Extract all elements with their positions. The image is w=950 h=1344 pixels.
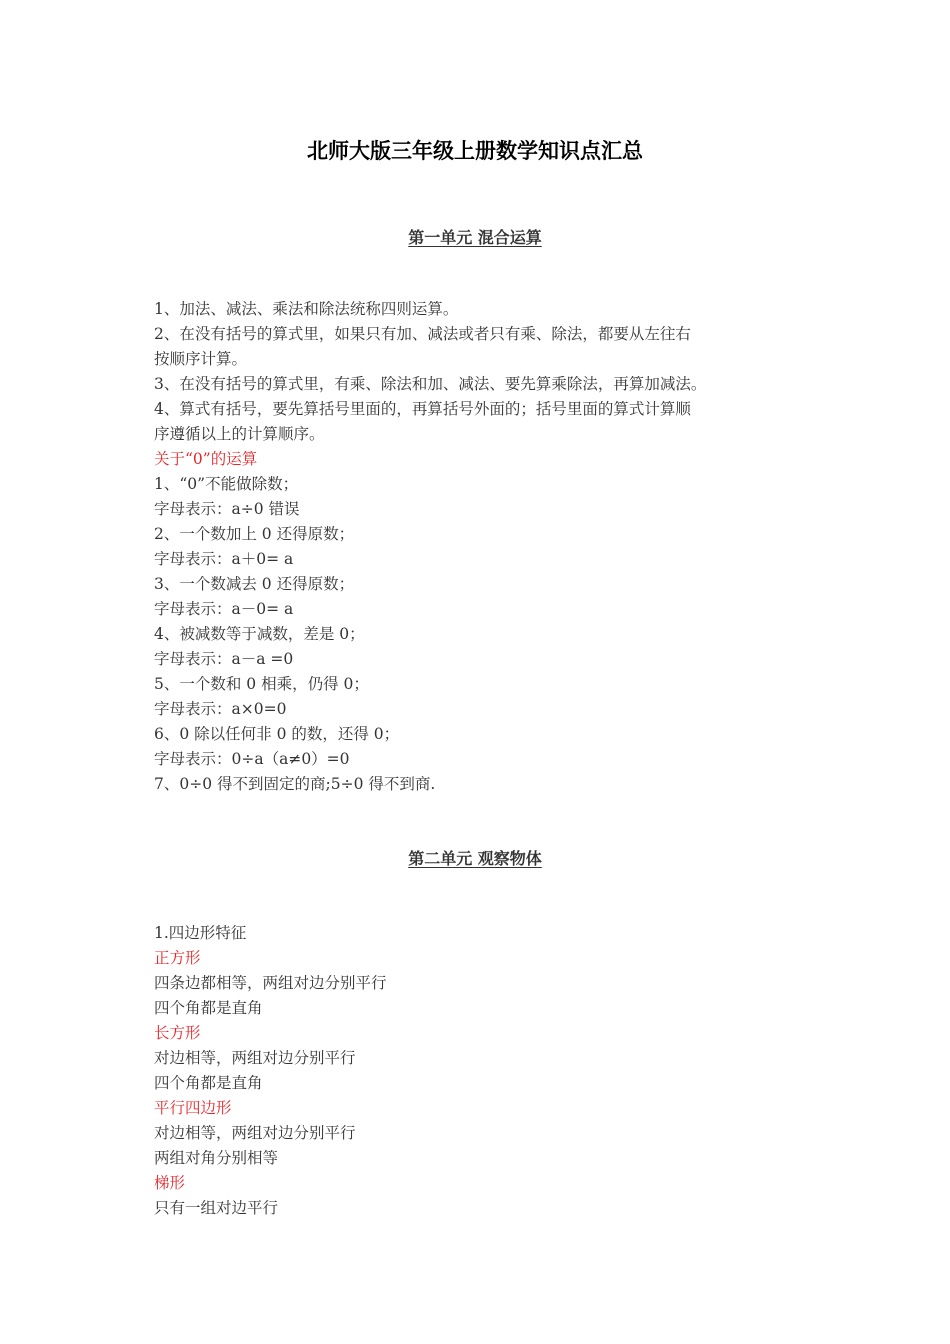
unit-1-line: 按顺序计算。 xyxy=(154,350,248,368)
shape-name-square: 正方形 xyxy=(154,949,201,967)
shape-property: 两组对角分别相等 xyxy=(154,1149,279,1167)
shape-property: 四个角都是直角 xyxy=(154,1074,263,1092)
zero-operation-heading: 关于“0”的运算 xyxy=(154,450,258,468)
zero-rule-line: 字母表示：0÷a（a≠0）=0 xyxy=(154,750,350,768)
unit-2-content xyxy=(154,921,804,1221)
zero-rule-line: 字母表示：a÷0 错误 xyxy=(154,500,300,518)
shape-name-parallelogram: 平行四边形 xyxy=(154,1099,232,1117)
zero-rule-line: 字母表示：a×0=0 xyxy=(154,700,287,718)
unit-1-heading-text: 第一单元 混合运算 xyxy=(408,228,542,247)
shape-name-trapezoid: 梯形 xyxy=(154,1174,186,1192)
unit-1-content xyxy=(154,297,804,797)
quadrilateral-intro: 1.四边形特征 xyxy=(154,924,247,942)
unit-1-heading xyxy=(0,225,950,251)
shape-property: 只有一组对边平行 xyxy=(154,1199,279,1217)
zero-rule-line: 1、“0”不能做除数； xyxy=(154,475,299,493)
zero-rule-line: 字母表示：a－0= a xyxy=(154,600,294,618)
unit-2-heading-text: 第二单元 观察物体 xyxy=(408,849,542,868)
zero-rule-line: 3、一个数减去 0 还得原数； xyxy=(154,575,355,593)
shape-property: 四条边都相等，两组对边分别平行 xyxy=(154,974,387,992)
zero-rule-line: 6、0 除以任何非 0 的数，还得 0； xyxy=(154,725,400,743)
shape-name-rectangle: 长方形 xyxy=(154,1024,201,1042)
unit-1-line: 序遵循以上的计算顺序。 xyxy=(154,425,325,443)
zero-rule-line: 2、一个数加上 0 还得原数； xyxy=(154,525,355,543)
zero-rule-line: 字母表示：a＋0= a xyxy=(154,550,294,568)
unit-2-heading xyxy=(0,846,950,872)
unit-1-line: 4、算式有括号，要先算括号里面的，再算括号外面的；括号里面的算式计算顺 xyxy=(154,400,691,418)
shape-property: 四个角都是直角 xyxy=(154,999,263,1017)
zero-rule-line: 7、0÷0 得不到固定的商;5÷0 得不到商. xyxy=(154,775,436,793)
unit-1-line: 1、加法、减法、乘法和除法统称四则运算。 xyxy=(154,300,459,318)
unit-1-line: 2、在没有括号的算式里，如果只有加、减法或者只有乘、除法，都要从左往右 xyxy=(154,325,691,343)
zero-rule-line: 5、一个数和 0 相乘，仍得 0； xyxy=(154,675,369,693)
zero-rule-line: 字母表示：a－a =0 xyxy=(154,650,294,668)
zero-rule-line: 4、被减数等于减数，差是 0； xyxy=(154,625,365,643)
unit-1-line: 3、在没有括号的算式里，有乘、除法和加、减法、要先算乘除法，再算加减法。 xyxy=(154,375,707,393)
shape-property: 对边相等，两组对边分别平行 xyxy=(154,1049,356,1067)
document-title: 北师大版三年级上册数学知识点汇总 xyxy=(307,139,643,163)
shape-property: 对边相等，两组对边分别平行 xyxy=(154,1124,356,1142)
